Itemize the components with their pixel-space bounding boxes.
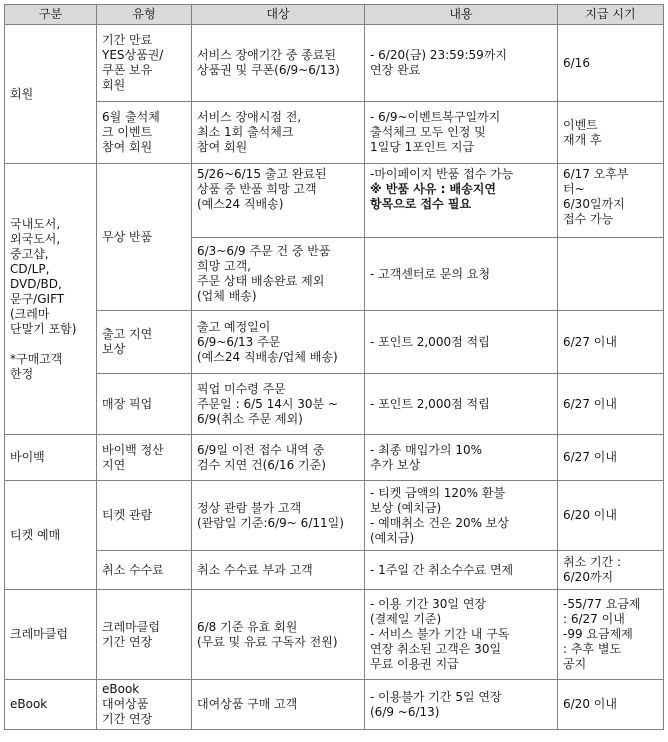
category-ticket: 티켓 예매 [5, 481, 97, 590]
target-cell: 대여상품 구매 고객 [192, 680, 365, 730]
table-row [5, 102, 664, 164]
type-cell: 기간 만료 YES상품권/ 쿠폰 보유 회원 [97, 25, 192, 102]
target-cell: 5/26~6/15 출고 완료된 상품 중 반품 희망 고객 (예스24 직배송) [192, 164, 365, 238]
table-row [5, 680, 664, 730]
content-cell: - 6/20(금) 23:59:59까지 연장 완료 [365, 25, 558, 102]
content-cell: - 포인트 2,000점 적립 [365, 311, 558, 374]
header-content: 내용 [365, 5, 558, 25]
timing-cell: 6/27 이내 [558, 435, 664, 481]
type-cell: eBook 대여상품 기간 연장 [97, 680, 192, 730]
type-cell: 무상 반품 [97, 164, 192, 311]
type-cell: 6월 출석체 크 이벤트 참여 회원 [97, 102, 192, 164]
content-cell: - 1주일 간 취소수수료 면제 [365, 551, 558, 590]
timing-cell: 6/27 이내 [558, 374, 664, 435]
content-cell: - 이용불가 기간 5일 연장 (6/9 ~6/13) [365, 680, 558, 730]
table-row [5, 311, 664, 374]
table-row [5, 551, 664, 590]
content-cell: - 최종 매입가의 10% 추가 보상 [365, 435, 558, 481]
timing-cell: 이벤트 재개 후 [558, 102, 664, 164]
timing-cell: 6/17 오후부 터~ 6/30일까지 접수 가능 [558, 164, 664, 238]
category-member: 회원 [5, 25, 97, 164]
table-row [5, 435, 664, 481]
type-cell: 크레마클럽 기간 연장 [97, 590, 192, 680]
timing-cell: 6/27 이내 [558, 311, 664, 374]
type-cell: 티켓 관람 [97, 481, 192, 551]
timing-cell: 6/16 [558, 25, 664, 102]
header-category: 구분 [5, 5, 97, 25]
type-cell: 바이백 정산 지연 [97, 435, 192, 481]
target-cell: 서비스 장애기간 중 종료된 상품권 및 쿠폰(6/9~6/13) [192, 25, 365, 102]
table-row [5, 481, 664, 551]
category-books: 국내도서, 외국도서, 중고샵, CD/LP, DVD/BD, 문구/GIFT (크레마 단말기 포함) *구매고객 한정 [5, 164, 97, 435]
timing-cell: 6/20 이내 [558, 680, 664, 730]
target-cell: 픽업 미수령 주문 주문일 : 6/5 14시 30분 ~ 6/9(취소 주문 제외) [192, 374, 365, 435]
category-crema: 크레마클럽 [5, 590, 97, 680]
header-target: 대상 [192, 5, 365, 25]
target-cell: 정상 관람 불가 고객 (관람일 기준:6/9~ 6/11일) [192, 481, 365, 551]
content-note: ※ 반품 사유 : 배송지연 항목으로 접수 필요 [370, 182, 496, 211]
type-cell: 출고 지연 보상 [97, 311, 192, 374]
content-cell: - 티켓 금액의 120% 환불 보상 (예치금) - 예매취소 건은 20% 보상 (예치금) [365, 481, 558, 551]
content-cell: - 6/9~이벤트복구일까지 출석체크 모두 인정 및 1일당 1포인트 지급 [365, 102, 558, 164]
type-cell: 매장 픽업 [97, 374, 192, 435]
target-cell: 6/9일 이전 접수 내역 중 검수 지연 건(6/16 기준) [192, 435, 365, 481]
table-row [5, 590, 664, 680]
category-buyback: 바이백 [5, 435, 97, 481]
content-cell: - 이용 기간 30일 연장 (결제일 기준) - 서비스 불가 기간 내 구독 연장 취소된 고객은 30일 무료 이용권 지급 [365, 590, 558, 680]
content-cell [365, 164, 558, 238]
timing-cell: -55/77 요금제 : 6/27 이내 -99 요금제제 : 추후 별도 공지 [558, 590, 664, 680]
header-type: 유형 [97, 5, 192, 25]
table-row [5, 164, 664, 238]
content-cell: - 포인트 2,000점 적립 [365, 374, 558, 435]
target-cell: 출고 예정일이 6/9~6/13 주문 (예스24 직배송/업체 배송) [192, 311, 365, 374]
target-cell: 6/3~6/9 주문 건 중 반품 희망 고객, 주문 상태 배송완료 제외 (업체 배송) [192, 238, 365, 311]
type-cell: 취소 수수료 [97, 551, 192, 590]
target-cell: 6/8 기준 유효 회원 (무료 및 유료 구독자 전원) [192, 590, 365, 680]
header-timing: 지급 시기 [558, 5, 664, 25]
timing-cell: 6/20 이내 [558, 481, 664, 551]
timing-cell: 취소 기간 : 6/20까지 [558, 551, 664, 590]
category-ebook: eBook [5, 680, 97, 730]
header-row [5, 5, 664, 25]
target-cell: 취소 수수료 부과 고객 [192, 551, 365, 590]
table-row [5, 25, 664, 102]
table-row [5, 374, 664, 435]
content-cell: - 고객센터로 문의 요청 [365, 238, 558, 311]
compensation-table [4, 4, 664, 730]
target-cell: 서비스 장애시점 전, 최소 1회 출석체크 참여 회원 [192, 102, 365, 164]
timing-cell [558, 238, 664, 311]
content-line: -마이페이지 반품 접수 가능 [370, 167, 514, 181]
